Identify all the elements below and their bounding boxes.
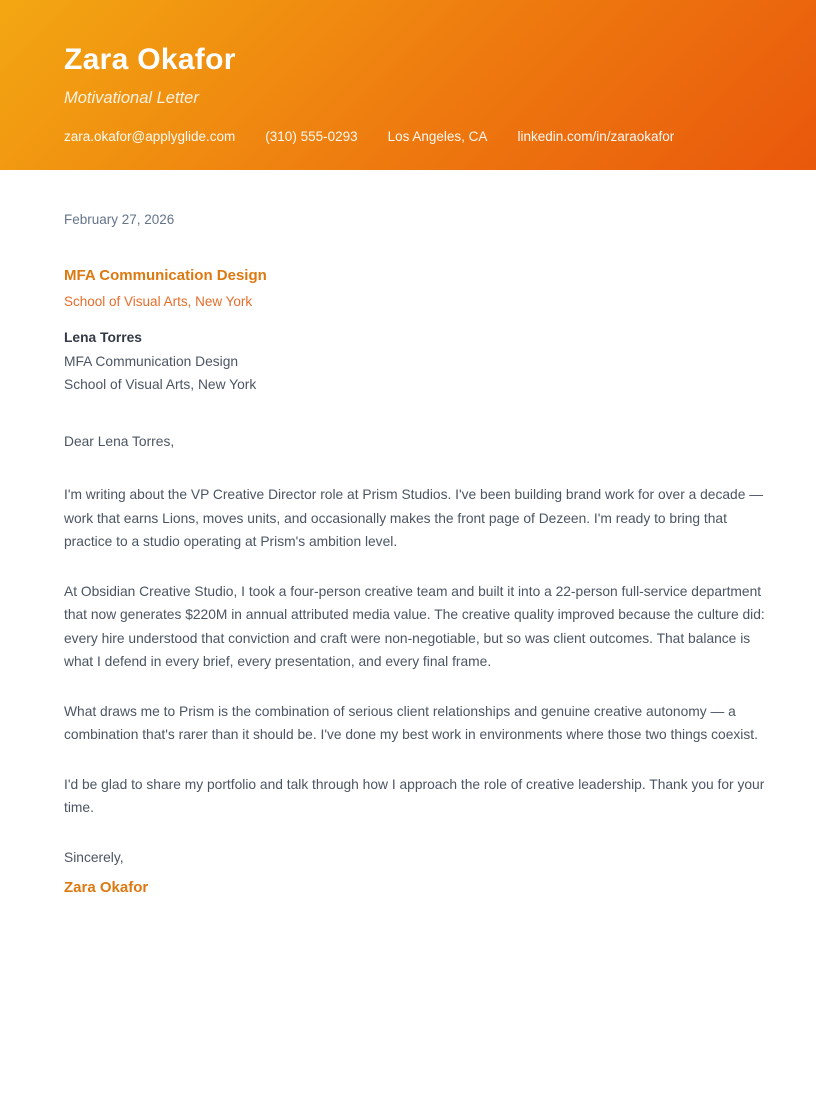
paragraph-4: I'd be glad to share my portfolio and talk through how I approach the role of creative leadership. Thank you for your time. xyxy=(64,776,765,815)
paragraph-2: At Obsidian Creative Studio, I took a four-person creative team and built it into a 22-person full-service department that now generates $220M in annual attributed media value. The creative quality improved because the culture did: every hire understood that conviction and craft were non-negotiable, but so was client outcomes. That balance is what I defend in every brief, every presentation, and every final frame. xyxy=(64,583,765,669)
closing: Sincerely, xyxy=(64,849,124,865)
contact-email: zara.okafor@applyglide.com xyxy=(64,129,236,144)
recipient-name: Lena Torres xyxy=(64,330,142,345)
signature: Zara Okafor xyxy=(64,879,149,896)
letter-date: February 27, 2026 xyxy=(64,212,175,227)
recipient-program: MFA Communication Design xyxy=(64,353,239,369)
contact-row xyxy=(64,128,766,145)
paragraph-1: I'm writing about the VP Creative Director role at Prism Studios. I've been building brand work for over a decade — work that earns Lions, moves units, and occasionally makes the front page of Dezeen. I'm ready to bring that practice to a studio operating at Prism's ambition level. xyxy=(64,487,764,549)
position-block xyxy=(64,266,766,310)
recipient-block xyxy=(64,326,766,397)
letter-body xyxy=(0,170,816,897)
position-subtitle: School of Visual Arts, New York xyxy=(64,294,253,309)
letter-header xyxy=(0,0,816,170)
contact-location: Los Angeles, CA xyxy=(387,129,488,144)
paragraph-3: What draws me to Prism is the combination of serious client relationships and genuine creative autonomy — a combination that's rarer than it should be. I've done my best work in environments where those two things coexist. xyxy=(64,703,758,742)
document-subtitle: Motivational Letter xyxy=(64,89,199,107)
recipient-institution: School of Visual Arts, New York xyxy=(64,377,257,392)
contact-linkedin: linkedin.com/in/zaraokafor xyxy=(517,129,675,144)
contact-phone: (310) 555-0293 xyxy=(265,129,358,144)
page-title: Zara Okafor xyxy=(64,43,236,76)
position-title: MFA Communication Design xyxy=(64,267,267,284)
salutation: Dear Lena Torres, xyxy=(64,433,175,449)
